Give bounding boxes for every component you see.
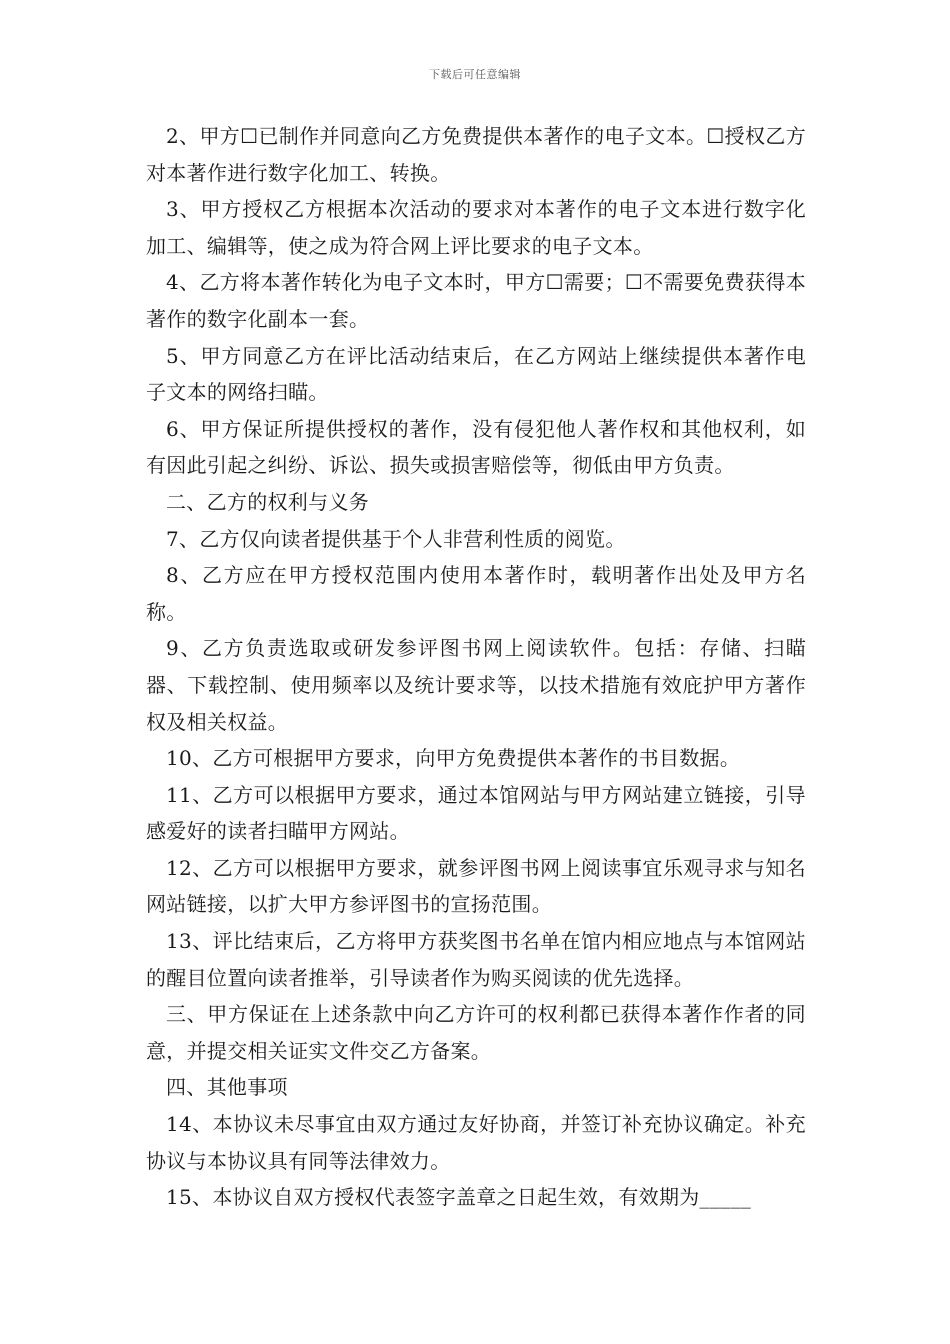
section-heading-4: 四、其他事项 [166,1075,288,1100]
clause-8: 8、乙方应在甲方授权范围内使用本著作时，载明著作出处及甲方名称。 [146,563,806,624]
clause-2: 2、甲方☐已制作并同意向乙方免费提供本著作的电子文本。☐授权乙方对本著作进行数字化加工、转换。 [146,124,806,185]
clause-3: 3、甲方授权乙方根据本次活动的要求对本著作的电子文本进行数字化加工、编辑等，使之成为符合网上评比要求的电子文本。 [146,197,806,258]
document-body [146,118,806,1216]
clause-11: 11、乙方可以根据甲方要求，通过本馆网站与甲方网站建立链接，引导感爱好的读者扫瞄甲方网站。 [146,782,806,844]
clause-4: 4、乙方将本著作转化为电子文本时，甲方☐需要；☐不需要免费获得本著作的数字化副本一套。 [146,270,806,331]
clause-12: 12、乙方可以根据甲方要求，就参评图书网上阅读事宜乐观寻求与知名网站链接，以扩大甲方参评图书的宣扬范围。 [146,855,806,917]
clause-7: 7、乙方仅向读者提供基于个人非营利性质的阅览。 [166,526,626,551]
section-heading-2: 二、乙方的权利与义务 [166,489,369,514]
clause-13: 13、评比结束后，乙方将甲方获奖图书名单在馆内相应地点与本馆网站的醒目位置向读者推举，引导读者作为购买阅读的优先选择。 [146,929,806,990]
clause-9: 9、乙方负责选取或研发参评图书网上阅读软件。包括：存储、扫瞄器、下载控制、使用频率以及统计要求等，以技术措施有效庇护甲方著作权及相关权益。 [146,636,806,734]
clause-14: 14、本协议未尽事宜由双方通过友好协商，并签订补充协议确定。补充协议与本协议具有同等法律效力。 [146,1112,806,1173]
clause-5: 5、甲方同意乙方在评比活动结束后，在乙方网站上继续提供本著作电子文本的网络扫瞄。 [146,343,806,405]
section-heading-3: 三、甲方保证在上述条款中向乙方许可的权利都已获得本著作作者的同意，并提交相关证实文件交乙方备案。 [146,1002,806,1063]
clause-15: 15、本协议自双方授权代表签字盖章之日起生效，有效期为_____ [166,1185,752,1210]
page-header: 下载后可任意编辑 [429,68,521,81]
clause-6: 6、甲方保证所提供授权的著作，没有侵犯他人著作权和其他权利，如有因此引起之纠纷、诉讼、损失或损害赔偿等，彻低由甲方负责。 [146,416,806,478]
clause-10: 10、乙方可根据甲方要求，向甲方免费提供本著作的书目数据。 [166,746,741,771]
